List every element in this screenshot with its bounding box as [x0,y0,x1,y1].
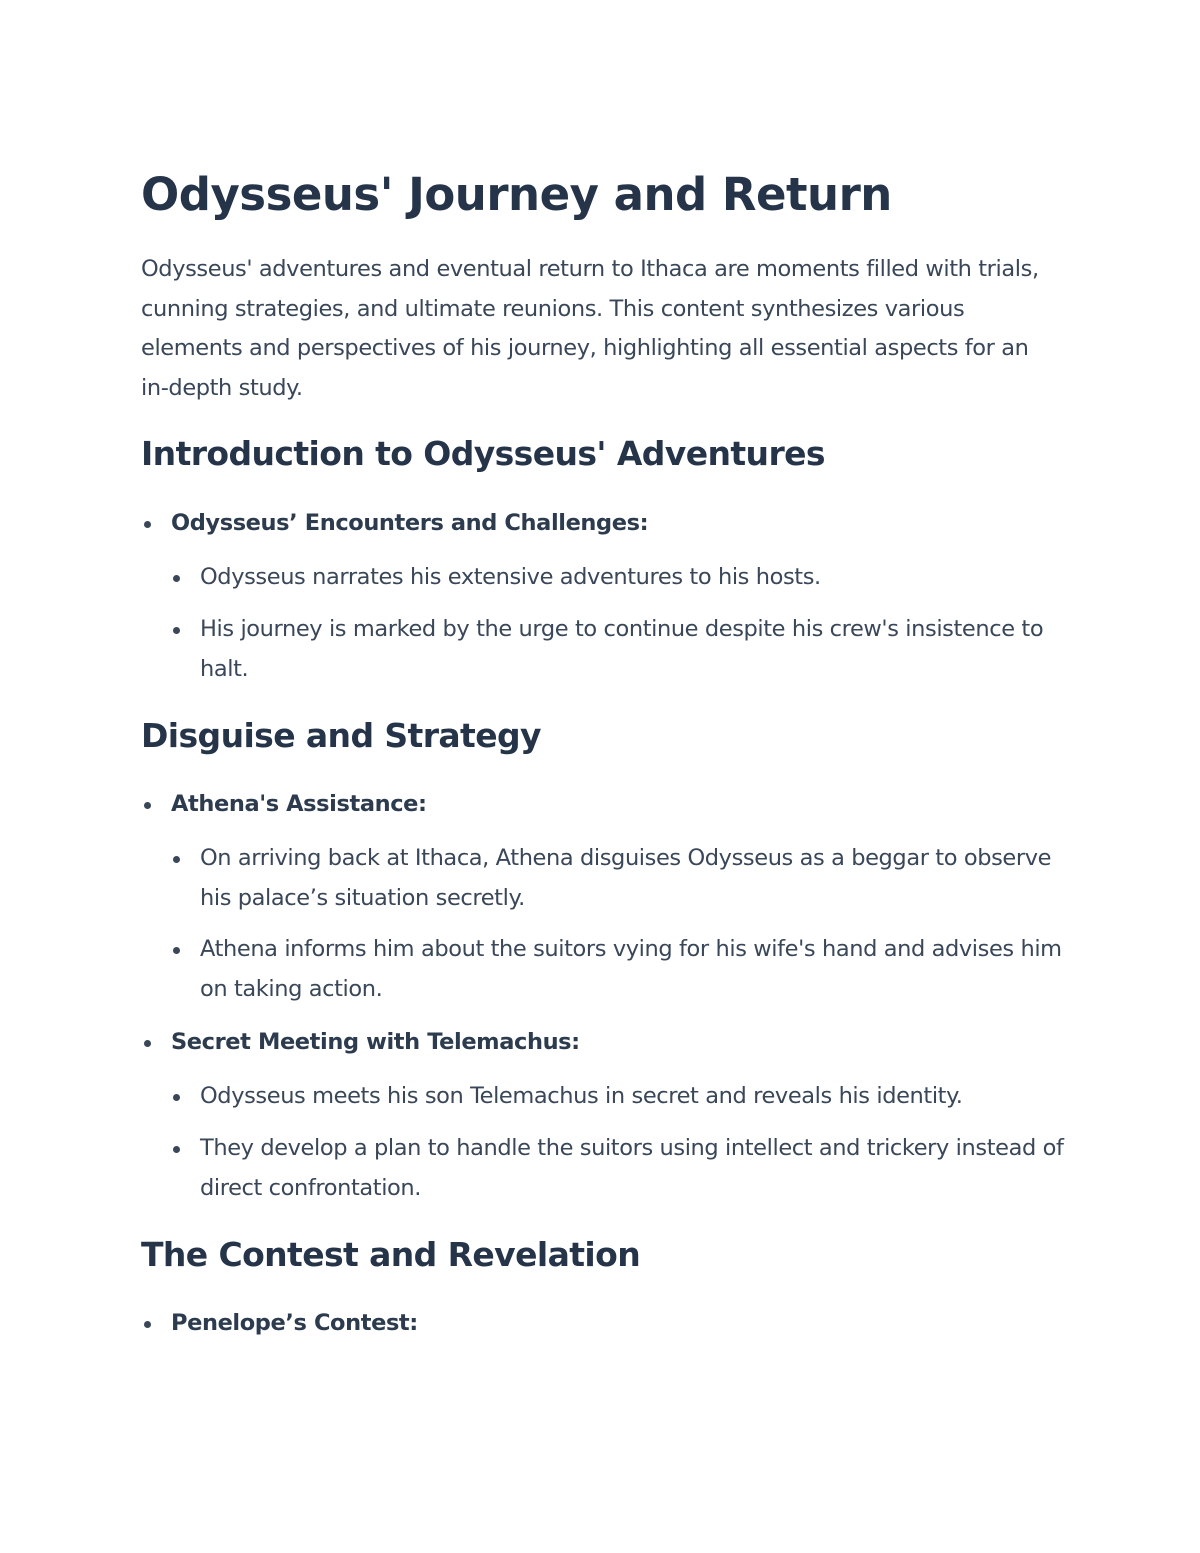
intro-paragraph: Odysseus' adventures and eventual return to Ithaca are moments filled with trials, cunning strategies, and ultimate reunions. This content synthesizes various elements and perspectives of his journey, highlighting all essential aspects for an in-depth study. [141,256,1039,401]
list-item-label: Secret Meeting with Telemachus: [171,1029,580,1055]
list-item-encounters [171,504,648,544]
bullet-icon [173,947,180,954]
sub-list-item [200,558,1080,598]
sub-list-item-text: His journey is marked by the urge to continue despite his crew's insistence to halt. [200,616,1044,682]
list-item-label: Athena's Assistance: [171,791,427,817]
sub-list-item-text: Athena informs him about the suitors vying for his wife's hand and advises him on taking action. [200,936,1062,1002]
bullet-icon [144,521,151,528]
list-item-label: Penelope’s Contest: [171,1310,418,1336]
sub-list-item [200,839,1080,918]
sub-list-item [200,1129,1080,1208]
bullet-icon [144,1040,151,1047]
bullet-icon [173,1146,180,1153]
bullet-icon [173,856,180,863]
sub-list-item-text: They develop a plan to handle the suitors using intellect and trickery instead of direct confrontation. [200,1135,1064,1201]
sub-list-item [200,930,1080,1009]
document-title: Odysseus' Journey and Return [141,168,892,221]
sub-list-item-text: On arriving back at Ithaca, Athena disguises Odysseus as a beggar to observe his palace’s situation secretly. [200,845,1052,911]
section-heading-disguise: Disguise and Strategy [141,716,541,755]
bullet-icon [173,627,180,634]
sub-list-item [200,1077,1100,1117]
bullet-icon [144,802,151,809]
list-item-label: Odysseus’ Encounters and Challenges: [171,510,649,536]
sub-list-item-text: Odysseus meets his son Telemachus in secret and reveals his identity. [200,1083,963,1109]
sub-list-item-text: Odysseus narrates his extensive adventures to his hosts. [200,564,821,590]
bullet-icon [173,1094,180,1101]
bullet-icon [173,575,180,582]
sub-list-item [200,610,1080,689]
bullet-icon [144,1321,151,1328]
list-item-penelope [171,1304,418,1344]
section-heading-contest: The Contest and Revelation [141,1235,641,1274]
list-item-athena [171,785,427,825]
list-item-telemachus [171,1023,580,1063]
section-heading-introduction: Introduction to Odysseus' Adventures [141,434,825,473]
